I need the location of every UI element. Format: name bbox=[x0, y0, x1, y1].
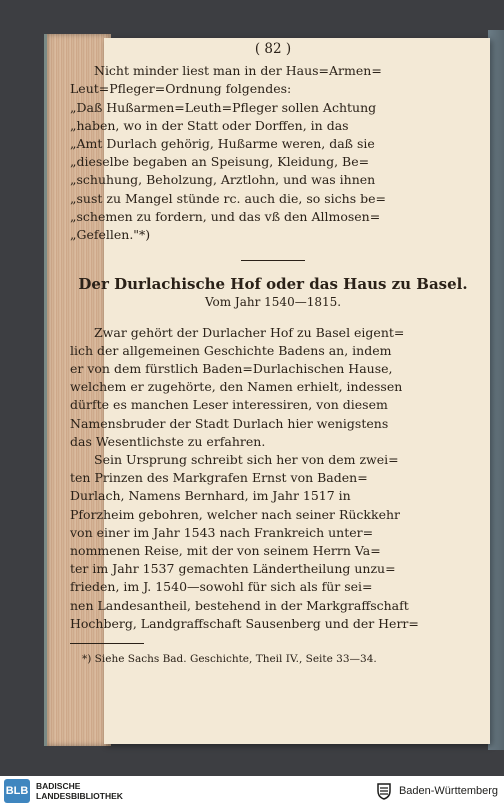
text-line: Pforzheim gebohren, welcher nach seiner Rückkehr bbox=[70, 506, 401, 522]
text-line: ten Prinzen des Markgrafen Ernst von Baden= bbox=[70, 470, 368, 486]
quote-line: „Daß Hußarmen=Leuth=Pfleger sollen Achtung bbox=[70, 99, 377, 115]
text-line: lich der allgemeinen Geschichte Badens an, indem bbox=[70, 342, 392, 358]
text-line: von einer im Jahr 1543 nach Frankreich unter= bbox=[70, 524, 374, 540]
text-line: welchem er zugehörte, den Namen erhielt, indessen bbox=[70, 379, 403, 395]
text-line: Nicht minder liest man in der Haus=Armen= bbox=[94, 63, 382, 79]
blb-name-line2: LANDESBIBLIOTHEK bbox=[36, 791, 123, 801]
coat-of-arms-icon bbox=[373, 780, 395, 802]
text-line: er von dem fürstlich Baden=Durlachischen Hause, bbox=[70, 361, 393, 377]
bw-brand[interactable] bbox=[373, 780, 504, 802]
text-line: frieden, im J. 1540—sowohl für sich als für sei= bbox=[70, 579, 373, 595]
text-line: Hochberg, Landgraffschaft Sausenberg und der Herr= bbox=[70, 615, 419, 631]
paragraph-1 bbox=[70, 324, 476, 451]
footnote: *) Siehe Sachs Bad. Geschichte, Theil IV., Seite 33—34. bbox=[82, 653, 377, 666]
bw-name: Baden-Württemberg bbox=[398, 785, 498, 797]
text-line: Zwar gehört der Durlacher Hof zu Basel eigent= bbox=[94, 324, 405, 340]
quote-line: „Gefellen."*) bbox=[70, 227, 151, 243]
text-line: dürfte es manchen Leser interessiren, von diesem bbox=[70, 397, 388, 413]
blb-brand[interactable] bbox=[0, 779, 123, 803]
section-divider bbox=[241, 260, 305, 261]
quote-line: „sust zu Mangel stünde rc. auch die, so sichs be= bbox=[70, 190, 386, 206]
page-text bbox=[70, 40, 476, 668]
quote-line: „dieselbe begaben an Speisung, Kleidung, Be= bbox=[70, 154, 370, 170]
text-line: Leut=Pfleger=Ordnung folgendes: bbox=[70, 81, 292, 97]
quote-line: „haben, wo in der Statt oder Dorffen, in das bbox=[70, 117, 349, 133]
section-subheading: Vom Jahr 1540—1815. bbox=[204, 295, 342, 310]
quote-line: „Amt Durlach gehörig, Hußarme weren, daß sie bbox=[70, 136, 375, 152]
quote-line: „schemen zu fordern, und das vß den Allmosen= bbox=[70, 208, 381, 224]
page-number: ( 82 ) bbox=[254, 41, 292, 57]
intro-paragraph bbox=[70, 62, 476, 98]
text-line: Sein Ursprung schreibt sich her von dem zwei= bbox=[94, 452, 399, 468]
blb-logo: BLB bbox=[4, 779, 30, 803]
section-heading: Der Durlachische Hof oder das Haus zu Basel. bbox=[78, 275, 468, 294]
blb-name-line1: BADISCHE bbox=[36, 781, 81, 791]
footnote-divider bbox=[70, 643, 144, 644]
footer-bar bbox=[0, 776, 504, 806]
blb-name bbox=[36, 781, 123, 801]
book-cover-edge bbox=[488, 30, 504, 750]
text-line: nen Landesantheil, bestehend in der Markgraffschaft bbox=[70, 597, 409, 613]
quote-line: „schuhung, Beholzung, Arztlohn, und was ihnen bbox=[70, 172, 376, 188]
text-line: Namensbruder der Stadt Durlach hier wenigstens bbox=[70, 415, 389, 431]
text-line: das Wesentlichste zu erfahren. bbox=[70, 433, 266, 449]
text-line: nommenen Reise, mit der von seinem Herrn Va= bbox=[70, 543, 381, 559]
quote-paragraph bbox=[70, 99, 476, 245]
paragraph-2 bbox=[70, 451, 476, 633]
text-line: Durlach, Namens Bernhard, im Jahr 1517 in bbox=[70, 488, 351, 504]
text-line: ter im Jahr 1537 gemachten Ländertheilung unzu= bbox=[70, 561, 396, 577]
